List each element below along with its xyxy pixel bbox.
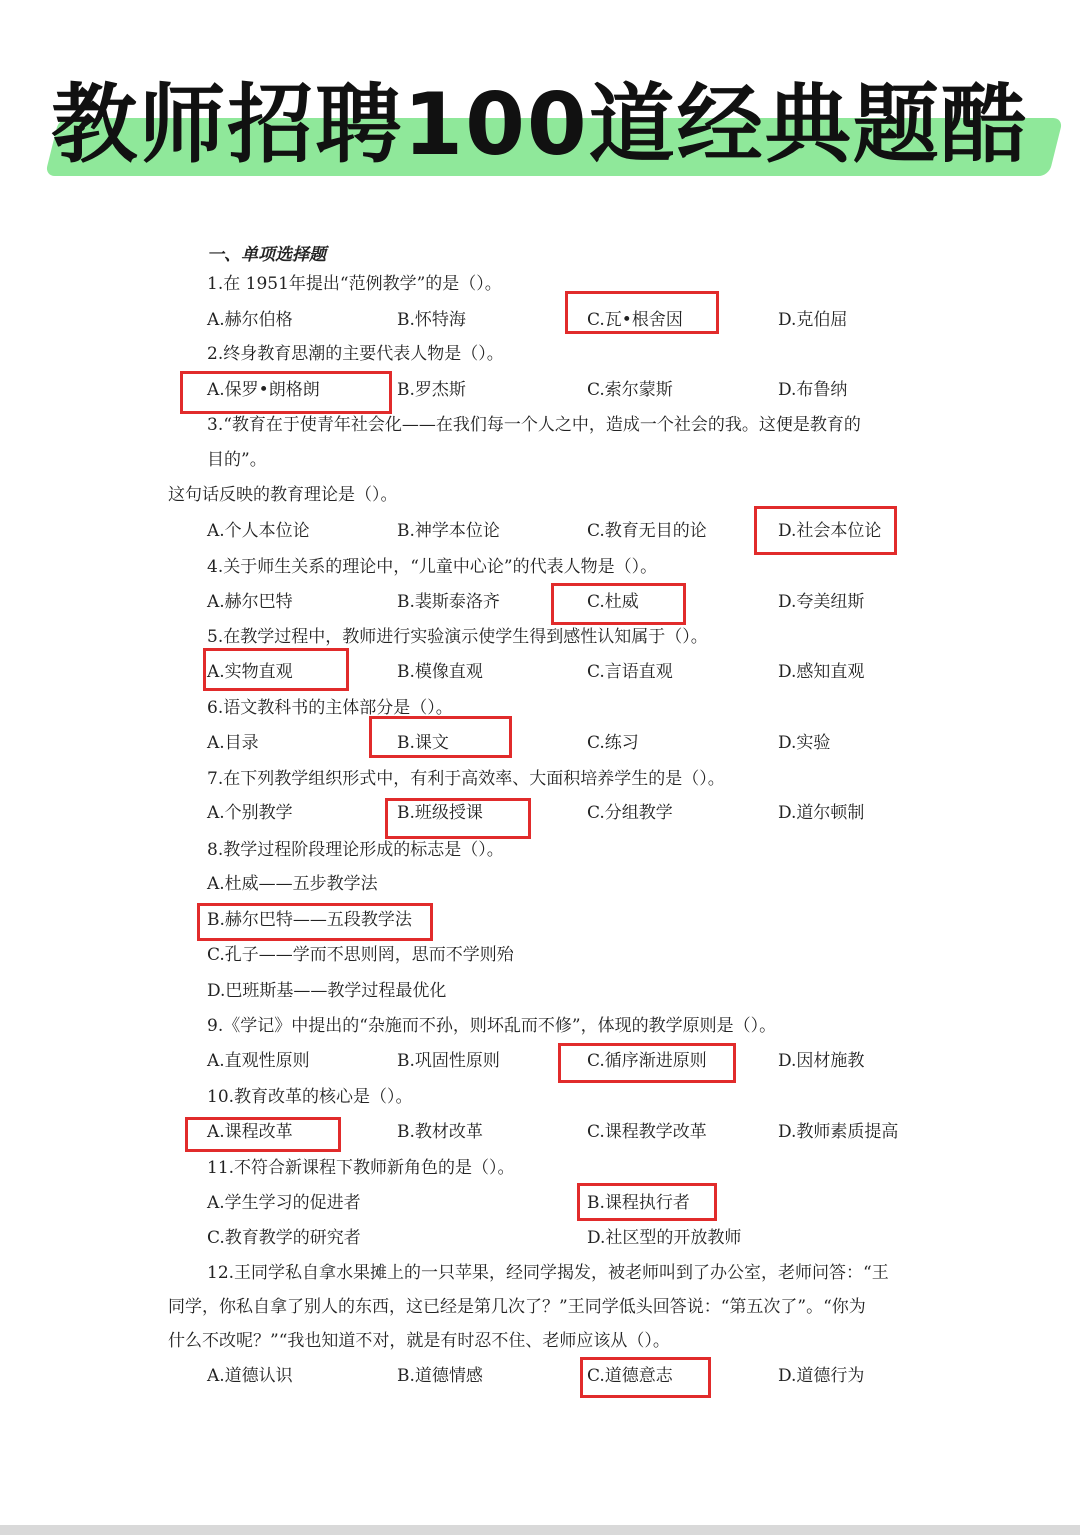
answer-mark (369, 716, 512, 758)
q12-option-a: A.道德认识 (207, 1366, 293, 1386)
q5-option-d: D.感知直观 (778, 662, 865, 682)
question-3-line-1: 3.“教育在于使青年社会化——在我们每一个人之中，造成一个社会的我。这便是教育的 (207, 415, 861, 435)
question-9: 9.《学记》中提出的“杂施而不孙，则坏乱而不修”，体现的教学原则是（）。 (207, 1016, 777, 1036)
q8-option-b: B.赫尔巴特——五段教学法 (207, 910, 412, 930)
page-title: 教师招聘100道经典题酷 (51, 75, 1029, 175)
section-title: 一、单项选择题 (207, 245, 326, 265)
question-12-line-1: 12.王同学私自拿水果摊上的一只苹果，经同学揭发，被老师叫到了办公室，老师问答：“王 (207, 1263, 889, 1283)
q7-option-a: A.个别教学 (207, 803, 293, 823)
q8-option-a: A.杜威——五步教学法 (207, 874, 378, 894)
q3-option-d: D.社会本位论 (778, 521, 882, 541)
q12-option-d: D.道德行为 (778, 1366, 865, 1386)
q2-option-d: D.布鲁纳 (778, 380, 848, 400)
bottom-divider (0, 1525, 1080, 1535)
q11-option-a: A.学生学习的促进者 (207, 1193, 361, 1213)
q1-option-a: A.赫尔伯格 (207, 310, 293, 330)
question-5: 5.在教学过程中，教师进行实验演示使学生得到感性认知属于（）。 (207, 627, 708, 647)
question-7: 7.在下列教学组织形式中，有利于高效率、大面积培养学生的是（）。 (207, 769, 725, 789)
q9-option-c: C.循序渐进原则 (587, 1051, 707, 1071)
answer-mark (203, 648, 349, 691)
answer-mark (551, 583, 686, 625)
question-8: 8.教学过程阶段理论形成的标志是（）。 (207, 840, 504, 860)
question-6: 6.语文教科书的主体部分是（）。 (207, 698, 453, 718)
q8-option-d: D.巴班斯基——教学过程最优化 (207, 981, 447, 1001)
answer-mark (180, 371, 392, 414)
q5-option-b: B.模像直观 (397, 662, 483, 682)
question-12-line-2: 同学，你私自拿了别人的东西，这已经是第几次了？”王同学低头回答说：“第五次了”。“你为 (168, 1297, 866, 1317)
q7-option-b: B.班级授课 (397, 803, 483, 823)
q7-option-c: C.分组教学 (587, 803, 673, 823)
question-3-line-2: 目的”。 (207, 450, 267, 470)
answer-mark (565, 291, 719, 334)
answer-mark (385, 798, 531, 839)
q4-option-b: B.裴斯泰洛齐 (397, 592, 500, 612)
question-11: 11.不符合新课程下教师新角色的是（）。 (207, 1158, 515, 1178)
question-3-line-3: 这句话反映的教育理论是（）。 (168, 485, 398, 505)
q3-option-b: B.神学本位论 (397, 521, 500, 541)
q11-option-c: C.教育教学的研究者 (207, 1228, 361, 1248)
q11-option-b: B.课程执行者 (587, 1193, 690, 1213)
answer-mark (185, 1117, 341, 1152)
q6-option-a: A.目录 (207, 733, 259, 753)
q10-option-c: C.课程教学改革 (587, 1122, 707, 1142)
q12-option-b: B.道德情感 (397, 1366, 483, 1386)
answer-mark (580, 1357, 711, 1398)
q4-option-d: D.夸美纽斯 (778, 592, 865, 612)
q3-option-c: C.教育无目的论 (587, 521, 707, 541)
question-4: 4.关于师生关系的理论中，“儿童中心论”的代表人物是（）。 (207, 557, 658, 577)
q1-option-b: B.怀特海 (397, 310, 466, 330)
q4-option-c: C.杜威 (587, 592, 639, 612)
q6-option-b: B.课文 (397, 733, 449, 753)
q2-option-a: A.保罗•朗格朗 (207, 380, 320, 400)
q9-option-a: A.直观性原则 (207, 1051, 310, 1071)
q5-option-a: A.实物直观 (207, 662, 293, 682)
q10-option-d: D.教师素质提高 (778, 1122, 899, 1142)
answer-mark (577, 1183, 717, 1221)
q7-option-d: D.道尔顿制 (778, 803, 865, 823)
question-1: 1.在 1951年提出“范例教学”的是（）。 (207, 274, 502, 294)
q6-option-c: C.练习 (587, 733, 639, 753)
q1-option-c: C.瓦•根舍因 (587, 310, 683, 330)
q11-option-d: D.社区型的开放教师 (587, 1228, 742, 1248)
answer-mark (754, 506, 897, 555)
q4-option-a: A.赫尔巴特 (207, 592, 293, 612)
q2-option-b: B.罗杰斯 (397, 380, 466, 400)
q9-option-d: D.因材施教 (778, 1051, 865, 1071)
question-12-line-3: 什么不改呢？”“我也知道不对，就是有时忍不住、老师应该从（）。 (168, 1331, 670, 1351)
q9-option-b: B.巩固性原则 (397, 1051, 500, 1071)
q2-option-c: C.索尔蒙斯 (587, 380, 673, 400)
q5-option-c: C.言语直观 (587, 662, 673, 682)
q10-option-b: B.教材改革 (397, 1122, 483, 1142)
question-2: 2.终身教育思潮的主要代表人物是（）。 (207, 344, 504, 364)
q6-option-d: D.实验 (778, 733, 831, 753)
answer-mark (197, 903, 433, 941)
question-10: 10.教育改革的核心是（）。 (207, 1087, 413, 1107)
q12-option-c: C.道德意志 (587, 1366, 673, 1386)
answer-mark (558, 1043, 736, 1083)
q10-option-a: A.课程改革 (207, 1122, 293, 1142)
q8-option-c: C.孔子——学而不思则罔，思而不学则殆 (207, 945, 514, 965)
q1-option-d: D.克伯屈 (778, 310, 848, 330)
q3-option-a: A.个人本位论 (207, 521, 310, 541)
